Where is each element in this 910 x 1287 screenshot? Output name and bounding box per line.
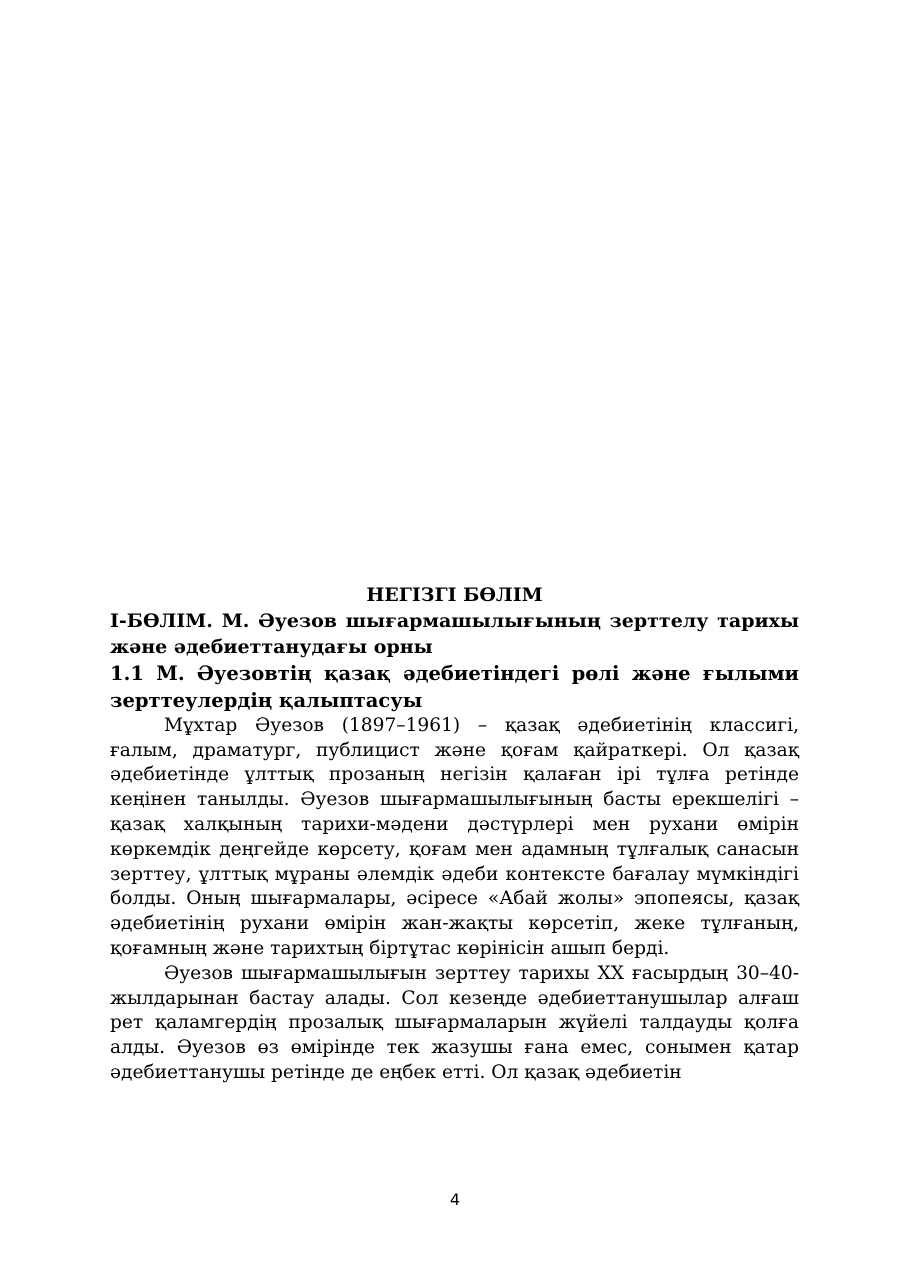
page-number: 4 — [449, 1190, 461, 1209]
section-heading: 1.1 М. Әуезовтің қазақ әдебиетіндегі рөлі және ғылыми зерттеулердің қалыптасуы — [110, 661, 799, 712]
paragraph-1: Мұхтар Әуезов (1897–1961) – қазақ әдебиетінің классигі, ғалым, драматург, публицист және қоғам қайраткері. Ол қазақ әдебиетінде ұлттық прозаның негізін қалаған ірі тұлға ретінде кеңінен танылды. Әуезов шығармашылығының басты ерекшелігі – қазақ халқының тарихи-мәдени дәстүрлері мен рухани өмірін көркемдік деңгейде көрсету, қоғам мен адамның тұлғалық санасын зерттеу, ұлттық мұраны әлемдік әдеби контексте бағалау мүмкіндігі болды. Оның шығармалары, әсіресе «Абай жолы» эпопеясы, қазақ әдебиетінің рухани өмірін жан-жақты көрсетіп, жеке тұлғаның, қоғамның және тарихтың біртұтас көрінісін ашып берді. — [110, 714, 799, 959]
main-heading: НЕГІЗГІ БӨЛІМ — [366, 584, 543, 606]
paragraph-2: Әуезов шығармашылығын зерттеу тарихы XX ғасырдың 30–40-жылдарынан бастау алады. Сол кезеңде әдебиеттанушылар алғаш рет қаламгердің прозалық шығармаларын жүйелі талдауды қолға алды. Әуезов өз өмірінде тек жазушы ғана емес, сонымен қатар әдебиеттанушы ретінде де еңбек етті. Ол қазақ әдебиетін — [110, 962, 799, 1083]
chapter-heading: І-БӨЛІМ. М. Әуезов шығармашылығының зерттелу тарихы және әдебиеттанудағы орны — [110, 609, 799, 658]
page-content — [110, 583, 799, 1086]
